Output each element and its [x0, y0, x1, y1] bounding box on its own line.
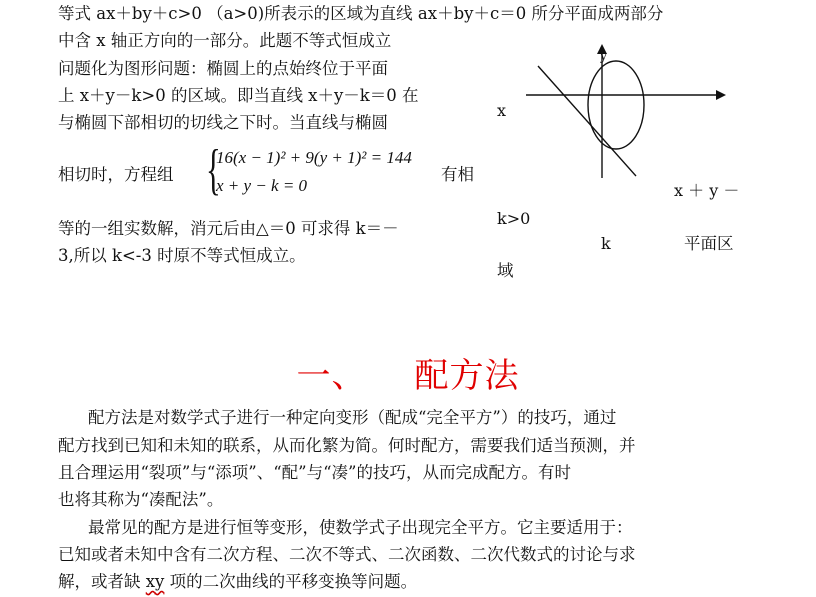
section-name: 配方法 [414, 356, 520, 396]
p2-l3-part-a: 解，或者缺 [58, 572, 146, 591]
paragraph-1-line-2: 配方找到已知和未知的联系，从而化繁为简。何时配方，需要我们适当预测，并 [58, 436, 636, 455]
xy-term: xy [145, 572, 165, 591]
fragment-k-gt-0: k>0 [497, 209, 531, 228]
fragment-x-plus-y: x ＋ y － [674, 181, 740, 200]
text-line-6-prefix: 相切时，方程组 [58, 165, 174, 184]
fragment-x: x [497, 101, 507, 120]
left-brace: { [206, 139, 221, 201]
text-line-5: 与椭圆下部相切的切线之下时。当直线与椭圆 [58, 113, 388, 132]
text-line-2: 中含 x 轴正方向的一部分。此题不等式恒成立 [58, 31, 392, 50]
ellipse-figure [526, 40, 734, 180]
fragment-k: k [601, 234, 611, 253]
section-number: 一、 [296, 356, 367, 396]
section-title [0, 354, 816, 398]
text-line-6-suffix: 有相 [441, 165, 474, 184]
y-axis-label: y [600, 49, 607, 64]
p2-l3-part-b: 项的二次曲线的平移变换等问题。 [164, 572, 418, 591]
paragraph-1-line-3: 且合理运用“裂项”与“添项”、“配”与“凑”的技巧，从而完成配方。有时 [58, 463, 571, 482]
text-line-4: 上 x＋y－k>0 的区域。即当直线 x＋y－k＝0 在 [58, 86, 419, 105]
paragraph-2-line-1: 最常见的配方是进行恒等变形，使数学式子出现完全平方。它主要适用于： [88, 518, 633, 537]
text-line-1: 等式 ax＋by＋c>0 （a>0)所表示的区域为直线 ax＋by＋c＝0 所分平面成两部分 [58, 4, 664, 23]
text-line-7: 等的一组实数解，消元后由△＝0 可求得 k＝－ [58, 219, 399, 238]
fragment-region: 域 [497, 261, 514, 280]
equation-system [206, 139, 441, 204]
paragraph-1-line-1: 配方法是对数学式子进行一种定向变形（配成“完全平方”）的技巧，通过 [88, 408, 617, 427]
equation-line: x + y − k = 0 [216, 176, 308, 195]
paragraph-1-line-4: 也将其称为“凑配法”。 [58, 490, 224, 509]
equation-ellipse: 16(x − 1)² + 9(y + 1)² = 144 [216, 148, 412, 167]
text-line-3: 问题化为图形问题：椭圆上的点始终位于平面 [58, 59, 388, 78]
tangent-line [538, 66, 636, 176]
paragraph-2-line-2: 已知或者未知中含有二次方程、二次不等式、二次函数、二次代数式的讨论与求 [58, 545, 636, 564]
fragment-plane-region: 平面区 [684, 234, 734, 253]
x-axis-arrow [716, 90, 726, 100]
ellipse [588, 61, 644, 149]
paragraph-2-line-3 [58, 570, 417, 594]
text-line-8: 3,所以 k<-3 时原不等式恒成立。 [58, 246, 306, 265]
